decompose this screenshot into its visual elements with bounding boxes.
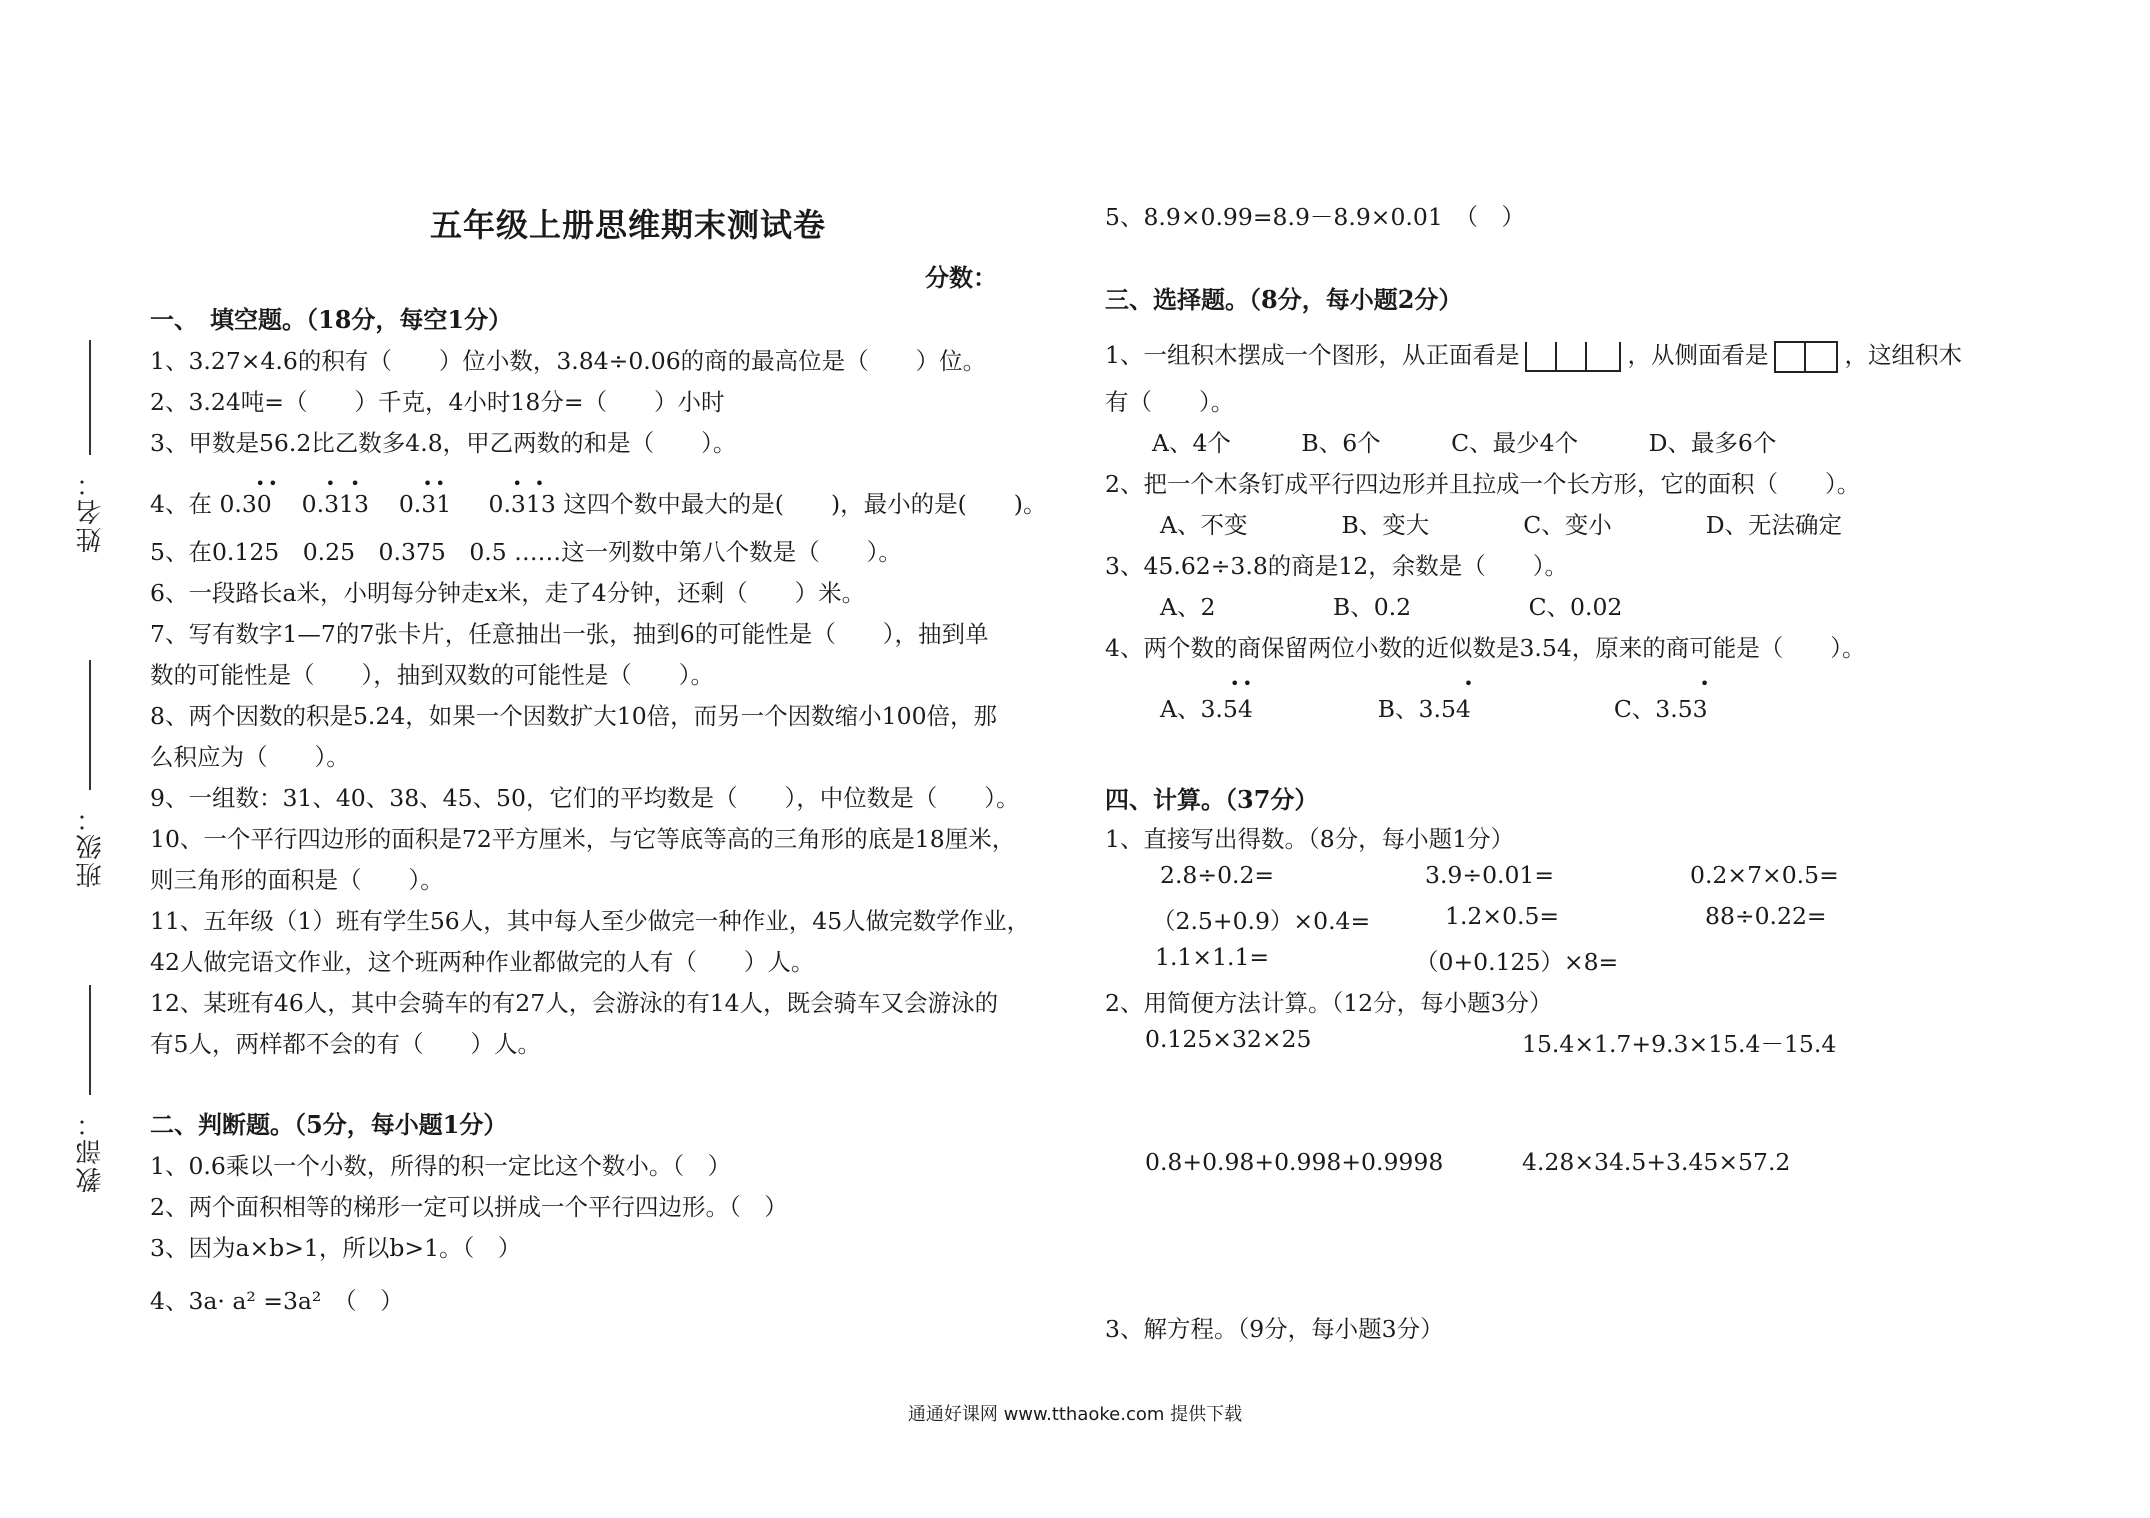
- calc-p1-r1-c3: 0.2×7×0.5=: [1690, 861, 1839, 889]
- department-line: [89, 985, 91, 1095]
- name-label: 姓名：: [75, 469, 106, 553]
- calc-part1: 1、直接写出得数。（8分，每小题1分）: [1105, 825, 1515, 853]
- name-line: [89, 340, 91, 455]
- fill-q7-line2: 数的可能性是（ ），抽到双数的可能性是（ ）。: [150, 661, 714, 689]
- choice-q4-option-c-text: C、3.53: [1613, 695, 1708, 723]
- fill-q8-line1: 8、两个因数的积是5.24，如果一个因数扩大10倍，而另一个因数缩小100倍，那: [150, 702, 998, 730]
- calc-p1-r2-c3: 88÷0.22=: [1705, 902, 1827, 930]
- judge-q3: [150, 1229, 521, 1263]
- fill-q12-line2: 有5人，两样都不会的有（ ）人。: [150, 1030, 541, 1058]
- choice-q1-line2: 有（ ）。: [1105, 388, 1235, 416]
- calc-p1-r2-c1: （2.5+0.9）×0.4=: [1152, 907, 1371, 935]
- judge-q1: 1、0.6乘以一个小数，所得的积一定比这个数小。（ ）: [150, 1152, 732, 1180]
- page-title: 五年级上册思维期末测试卷: [430, 206, 827, 244]
- calc-p1-r3-c2: （0+0.125）×8=: [1415, 948, 1619, 976]
- calc-p1-r1-c1: 2.8÷0.2=: [1160, 861, 1275, 889]
- calc-part2: 2、用简便方法计算。（12分，每小题3分）: [1105, 989, 1553, 1017]
- side-name: [60, 340, 120, 553]
- class-line: [89, 660, 91, 790]
- choice-q1-pre: 1、一组积木摆成一个图形，从正面看是: [1105, 341, 1520, 369]
- fill-q10-line1: 10、一个平行四边形的面积是72平方厘米，与它等底等高的三角形的底是18厘米，: [150, 825, 1016, 853]
- fill-q12-line1: 12、某班有46人，其中会骑车的有27人，会游泳的有14人，既会骑车又会游泳的: [150, 989, 999, 1017]
- choice-q4-option-a: • • A、3.54: [1160, 674, 1253, 723]
- choice-q4: 4、两个数的商保留两位小数的近似数是3.54，原来的商可能是（ ）。: [1105, 634, 1866, 662]
- fill-q4: [150, 474, 1047, 519]
- q4-number-1-text: 0.30: [219, 490, 272, 518]
- choice-q1-options: A、4个 B、6个 C、最少4个 D、最多6个: [1152, 429, 1777, 457]
- fill-q7-line1: 7、写有数字1—7的7张卡片，任意抽出一张，抽到6的可能性是（ ），抽到单: [150, 620, 989, 648]
- judge-q2: 2、两个面积相等的梯形一定可以拼成一个平行四边形。（ ）: [150, 1193, 788, 1221]
- judge-q4: 4、3a· a² =3a² （ ）: [150, 1287, 404, 1315]
- calc-part3: 3、解方程。（9分，每小题3分）: [1105, 1315, 1444, 1343]
- q4-number-2-text: 0.313: [301, 490, 369, 518]
- q4-number-3-text: 0.31: [398, 490, 452, 518]
- calc-p2-r1-c1: 0.125×32×25: [1145, 1025, 1312, 1053]
- fill-q6: 6、一段路长a米，小明每分钟走x米，走了4分钟，还剩（ ）米。: [150, 579, 866, 607]
- section-judge-heading: 二、判断题。（5分，每小题1分）: [150, 1110, 508, 1139]
- calc-p1-r1-c2: 3.9÷0.01=: [1425, 861, 1555, 889]
- section-fill-heading: 一、 填空题。（18分，每空1分）: [150, 305, 513, 334]
- q10-text: 则三角形的面积是（ ）。: [150, 866, 444, 894]
- judge-q5: 5、8.9×0.99=8.9－8.9×0.01 （ ）: [1105, 203, 1526, 231]
- front-view-figure: [1525, 342, 1621, 372]
- q4-number-2: • • 0.313: [301, 474, 369, 518]
- calc-p2-r1-c2: 15.4×1.7+9.3×15.4－15.4: [1522, 1030, 1837, 1058]
- q4-number-3: • • 0.31: [398, 474, 452, 518]
- calc-p1-r2-c2: 1.2×0.5=: [1445, 902, 1560, 930]
- score-label: 分数：: [925, 263, 997, 292]
- calc-p1-r3-c1: 1.1×1.1=: [1155, 943, 1270, 971]
- q4-prefix: 4、在: [150, 490, 212, 518]
- judge-q3-text: 3、因为a×b>1，所以b>1。（ ）: [150, 1234, 522, 1262]
- choice-q4-option-b-text: B、3.54: [1377, 695, 1471, 723]
- calc-p2-r2-c1: 0.8+0.98+0.998+0.9998: [1145, 1148, 1444, 1176]
- choice-q3-options: A、2 B、0.2 C、0.02: [1160, 593, 1623, 621]
- fill-q8-line2: 么积应为（ ）。: [150, 743, 350, 771]
- choice-q1-mid: ，从侧面看是: [1627, 341, 1769, 369]
- fill-q3: 3、甲数是56.2比乙数多4.8，甲乙两数的和是（ ）。: [150, 429, 737, 457]
- choice-q1-line1: [1105, 336, 1962, 373]
- choice-q4-option-b: • B、3.54: [1377, 674, 1474, 723]
- footer-credit: 通通好课网 www.tthaoke.com 提供下载: [907, 1404, 1243, 1425]
- fill-q5: 5、在0.125 0.25 0.375 0.5 ……这一列数中第八个数是（ ）。: [150, 538, 902, 566]
- side-view-figure: [1774, 341, 1838, 373]
- fill-q10-line2: [150, 861, 444, 895]
- department-label: 教部：: [75, 1109, 106, 1193]
- choice-q1-post: ，这组积木: [1844, 341, 1962, 369]
- fill-q9: 9、一组数：31、40、38、45、50，它们的平均数是（ ），中位数是（ ）。: [150, 784, 1020, 812]
- fill-q2: 2、3.24吨=（ ）千克，4小时18分=（ ）小时: [150, 388, 725, 416]
- q4-number-4: • • 0.313: [488, 474, 556, 518]
- choice-q4-options: [1160, 674, 1710, 724]
- choice-q3: 3、45.62÷3.8的商是12，余数是（ ）。: [1105, 552, 1568, 580]
- side-department: [60, 985, 120, 1193]
- fill-q11-line2: 42人做完语文作业，这个班两种作业都做完的人有（ ）人。: [150, 948, 815, 976]
- class-label: 班级：: [75, 804, 106, 888]
- fill-q1: 1、3.27×4.6的积有（ ）位小数，3.84÷0.06的商的最高位是（ ）位。: [150, 347, 987, 375]
- choice-q2-options: A、不变 B、变大 C、变小 D、无法确定: [1160, 511, 1843, 539]
- fill-q11-line1: 11、五年级（1）班有学生56人，其中每人至少做完一种作业，45人做完数学作业，: [150, 907, 1031, 935]
- choice-q2: 2、把一个木条钉成平行四边形并且拉成一个长方形，它的面积（ ）。: [1105, 470, 1861, 498]
- q4-suffix: 这四个数中最大的是( )，最小的是( )。: [563, 490, 1047, 518]
- q4-number-1: • • 0.30: [219, 474, 278, 518]
- choice-q4-option-a-text: A、3.54: [1160, 695, 1253, 723]
- section-calc-heading: 四、计算。（37分）: [1105, 785, 1319, 814]
- choice-q4-option-c: • C、3.53: [1613, 674, 1710, 723]
- calc-p2-r2-c2: 4.28×34.5+3.45×57.2: [1522, 1148, 1791, 1176]
- section-choice-heading: 三、选择题。（8分，每小题2分）: [1105, 285, 1463, 314]
- side-class: [60, 660, 120, 888]
- q4-number-4-text: 0.313: [488, 490, 556, 518]
